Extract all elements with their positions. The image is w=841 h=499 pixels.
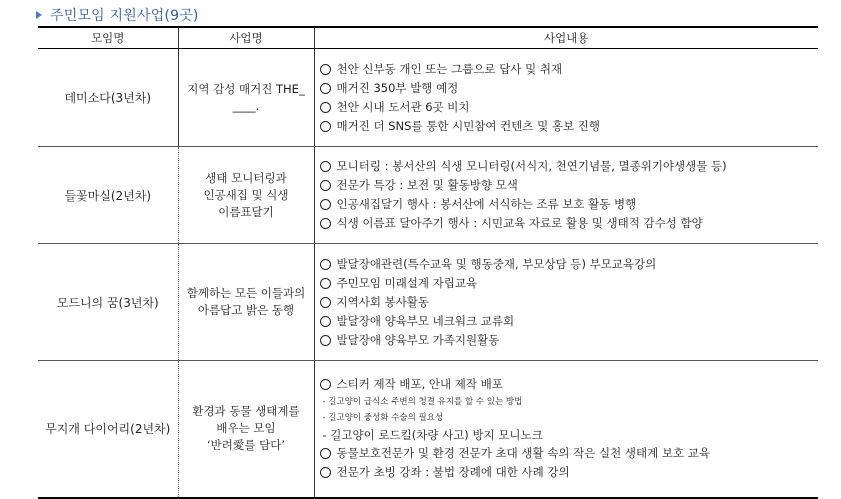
circle-bullet-icon [320,297,331,308]
group-name: 들꽃마실(2년차) [38,147,178,244]
list-item: 발달장애관련(특수교육 및 행동중재, 부모상담 등) 부모교육강의 [320,255,819,274]
circle-bullet-icon [320,278,331,289]
group-name: 무지개 다이어리(2년차) [38,361,178,498]
list-item: 모니터링 : 봉서산의 식생 모니터링(서식지, 천연기념물, 멸종위기야생생물 등) [320,157,819,176]
circle-bullet-icon [320,64,331,75]
project-content [314,361,818,498]
table-header-row [38,27,818,49]
project-content [314,147,818,244]
circle-bullet-icon [320,121,331,132]
list-item: 전문가 특강 : 보전 및 활동방향 모색 [320,176,819,195]
project-name: 지역 감성 매거진 THE_ ____. [178,49,314,147]
list-item: 지역사회 봉사활동 [320,293,819,312]
table-row [38,49,818,147]
circle-bullet-icon [320,316,331,327]
support-projects-table [38,26,818,499]
project-name: 생태 모니터링과 인공새집 및 식생 이름표달기 [178,147,314,244]
circle-bullet-icon [320,259,331,270]
list-item: 동물보호전문가 및 환경 전문가 초대 생활 속의 작은 실천 생태계 보호 교육 [320,444,819,463]
header-project-name: 사업명 [178,27,314,49]
project-content [314,244,818,361]
sub-item: - 길고양이 중성화 수술의 필요성 [322,413,444,424]
circle-bullet-icon [320,180,331,191]
project-content [314,49,818,147]
header-group-name: 모임명 [38,27,178,49]
circle-bullet-icon [320,467,331,478]
list-item: 스티커 제작 배포, 안내 제작 배포 [320,375,819,394]
circle-bullet-icon [320,218,331,229]
list-item: 인공새집달기 행사 : 봉서산에 서식하는 조류 보호 활동 병행 [320,195,819,214]
sub-item: - 길고양이 급식소 주변의 청결 유지를 할 수 있는 방법 [322,397,523,408]
bullet-triangle-icon [36,11,42,19]
list-item: 식생 이름표 달아주기 행사 : 시민교육 자료로 활용 및 생태적 감수성 함양 [320,214,819,233]
list-item: 발달장애 양육부모 가족지원활동 [320,331,819,350]
sub-item: - 길고양이 로드킬(차량 사고) 방지 모니노크 [322,428,543,443]
project-name: 함께하는 모든 이들과의 아름답고 밝은 동행 [178,244,314,361]
group-name: 데미소다(3년차) [38,49,178,147]
list-item: 천안 시내 도서관 6곳 비치 [320,98,819,117]
circle-bullet-icon [320,448,331,459]
header-project-content: 사업내용 [314,27,818,49]
circle-bullet-icon [320,161,331,172]
table-row [38,244,818,361]
list-item: 주민모임 미래설계 자립교육 [320,274,819,293]
table-row [38,147,818,244]
circle-bullet-icon [320,335,331,346]
circle-bullet-icon [320,199,331,210]
circle-bullet-icon [320,83,331,94]
list-item: 발달장애 양육부모 네크워크 교류회 [320,312,819,331]
list-item: 전문가 초빙 강좌 : 불법 장례에 대한 사례 강의 [320,463,819,482]
section-title-row [36,4,199,26]
circle-bullet-icon [320,102,331,113]
project-name: 환경과 동물 생태계를 배우는 모임 ‘반려愛를 담다’ [178,361,314,498]
section-title: 주민모임 지원사업(9곳) [50,8,199,24]
group-name: 모드니의 꿈(3년차) [38,244,178,361]
list-item: 천안 신부동 개인 또는 그룹으로 답사 및 취재 [320,60,819,79]
list-item: 매거진 더 SNS를 통한 시민참여 컨텐츠 및 홍보 진행 [320,117,819,136]
table-row [38,361,818,498]
list-item: 매거진 350부 발행 예정 [320,79,819,98]
circle-bullet-icon [320,379,331,390]
